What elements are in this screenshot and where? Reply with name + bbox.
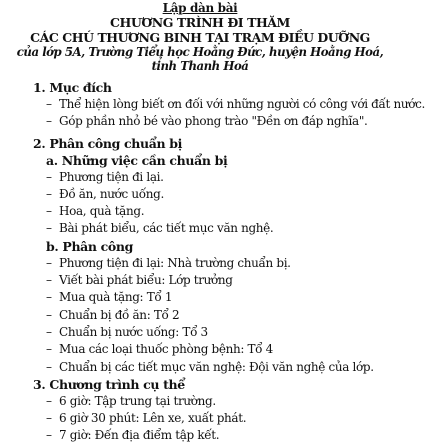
list-item-text: Viết bài phát biểu: Lớp trưởng <box>59 273 233 288</box>
document-title-line-1: CHƯƠNG TRÌNH ĐI THĂM <box>110 15 290 30</box>
list-item-text: Mua các loại thuốc phòng bệnh: Tổ 4 <box>59 342 273 357</box>
section-2a-heading: a. Những việc cần chuẩn bị <box>46 152 228 168</box>
dash: – <box>46 204 52 219</box>
list-item-text: Chuẩn bị đồ ăn: Tổ 2 <box>59 307 180 322</box>
list-item <box>0 324 400 341</box>
dash: – <box>46 169 52 184</box>
dash: – <box>46 428 52 443</box>
list-item-text: 6 giờ 30 phút: Lên xe, xuất phát. <box>59 411 247 426</box>
list-item <box>0 341 400 358</box>
list-item-text: Góp phần nhỏ bé vào phong trào "Đền ơn đáp nghĩa". <box>59 114 368 129</box>
list-item <box>0 393 400 410</box>
dash: – <box>46 411 52 426</box>
section-2b-heading: b. Phân công <box>46 238 134 254</box>
dash: – <box>46 186 52 201</box>
list-item-text: Phương tiện đi lại. <box>59 169 164 184</box>
list-item <box>0 169 400 186</box>
dash: – <box>46 307 52 322</box>
list-item <box>0 410 400 427</box>
dash: – <box>46 97 52 111</box>
document-subtitle-line-1: của lớp 5A, Trường Tiểu học Hoằng Đức, huyện Hoằng Hoá, <box>16 45 384 59</box>
dash: – <box>46 273 52 288</box>
dash: – <box>46 255 52 270</box>
list-item-text: Phương tiện đi lại: Nhà trường chuẩn bị. <box>59 255 291 270</box>
list-item-text: Hoa, quà tặng. <box>59 204 145 219</box>
list-item <box>0 307 400 324</box>
document-title-line-2: CÁC CHÚ THƯƠNG BINH TẠI TRẠM ĐIỀU DƯỠNG <box>30 30 370 45</box>
list-item-text: 7 giờ: Đến địa điểm tập kết. <box>59 428 220 443</box>
list-item <box>0 255 400 272</box>
list-item <box>0 96 425 113</box>
list-item-text: Đồ ăn, nước uống. <box>59 186 164 201</box>
dash: – <box>46 221 52 236</box>
list-item <box>0 359 400 376</box>
list-item-text: Chuẩn bị nước uống: Tổ 3 <box>59 324 208 339</box>
list-item <box>0 186 400 203</box>
list-item <box>0 203 400 220</box>
list-item <box>0 289 400 306</box>
section-3-heading: 3. Chương trình cụ thể <box>33 376 185 392</box>
list-item <box>0 113 400 130</box>
list-item-text: Chuẩn bị các tiết mục văn nghệ: Đội văn nghệ của lớp. <box>59 359 374 374</box>
list-item-text: Mua quà tặng: Tổ 1 <box>59 290 173 305</box>
section-2-heading: 2. Phân công chuẩn bị <box>33 135 183 151</box>
dash: – <box>46 393 52 408</box>
list-item <box>0 427 400 444</box>
section-1-heading: 1. Mục đích <box>33 80 112 95</box>
dash: – <box>46 290 52 305</box>
dash: – <box>46 342 52 357</box>
list-item <box>0 272 400 289</box>
list-item-text: Thể hiện lòng biết ơn đối với những người có công với đất nước. <box>59 97 425 111</box>
plan-label: Lập dàn bài <box>162 1 238 15</box>
dash: – <box>46 114 52 129</box>
dash: – <box>46 359 52 374</box>
dash: – <box>46 324 52 339</box>
list-item-text: Bài phát biểu, các tiết mục văn nghệ. <box>59 221 274 236</box>
list-item-text: 6 giờ: Tập trung tại trường. <box>59 393 216 408</box>
list-item <box>0 220 400 237</box>
document-subtitle-line-2: tỉnh Thanh Hoá <box>151 59 249 73</box>
